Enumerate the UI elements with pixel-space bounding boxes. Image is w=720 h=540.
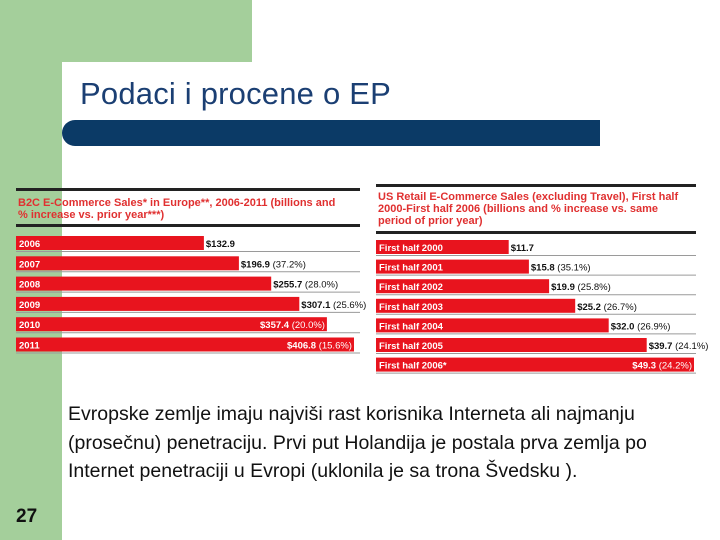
title-underline-bar (62, 120, 600, 146)
category-label: First half 2001 (379, 262, 443, 274)
category-label: 2009 (19, 299, 41, 311)
chart-title: B2C E-Commerce Sales* in Europe**, 2006-2011 (billions and % increase vs. prior year***) (18, 197, 336, 221)
slide-title: Podaci i procene o EP (80, 76, 391, 111)
value-label: $196.9 (37.2%) (240, 259, 306, 271)
value-label: $255.7 (28.0%) (273, 279, 339, 291)
value-label: $11.7 (510, 243, 534, 254)
value-label: $25.2 (26.7%) (577, 301, 637, 313)
bar (16, 236, 204, 250)
value-label: $406.8 (15.6%) (287, 340, 352, 352)
value-label: $15.8 (35.1%) (530, 262, 591, 274)
value-label: $132.9 (205, 239, 235, 250)
category-label: 2008 (19, 279, 41, 291)
chart-europe-b2c (16, 188, 367, 360)
category-label: 2011 (19, 340, 40, 352)
value-label: $307.1 (25.6%) (301, 299, 367, 311)
bar (16, 297, 299, 311)
category-label: 2007 (19, 259, 41, 271)
value-label: $357.4 (20.0%) (260, 320, 325, 332)
category-label: First half 2002 (379, 282, 443, 294)
bar (16, 277, 271, 291)
chart-us-retail (376, 184, 709, 374)
category-label: 2010 (19, 320, 41, 332)
category-label: First half 2003 (379, 301, 443, 313)
category-label: First half 2006* (379, 360, 447, 372)
bar (16, 256, 239, 270)
value-label: $19.9 (25.8%) (551, 282, 611, 294)
chart-title: US Retail E-Commerce Sales (excluding Travel), First half 2000-First half 2006 (billions and % increase vs. same period of prior year) (378, 191, 679, 227)
chart-us-plot (376, 184, 709, 374)
category-label: First half 2000 (379, 243, 443, 254)
category-label: 2006 (19, 239, 41, 250)
page-number: 27 (16, 506, 38, 527)
value-label: $39.7 (24.1%) (648, 341, 709, 352)
value-label: $32.0 (26.9%) (610, 321, 671, 333)
category-label: First half 2004 (379, 321, 443, 333)
category-label: First half 2005 (379, 341, 443, 352)
value-label: $49.3 (24.2%) (632, 360, 692, 372)
body-paragraph: Evropske zemlje imaju najviši rast korisnika Interneta ali najmanju (prosečnu) penetraciju. Prvi put Holandija je postala prva zemlja po Internet penetraciji u Evropi (uklonila je sa trona Švedsku ). (68, 403, 647, 482)
chart-europe-plot (16, 188, 367, 360)
